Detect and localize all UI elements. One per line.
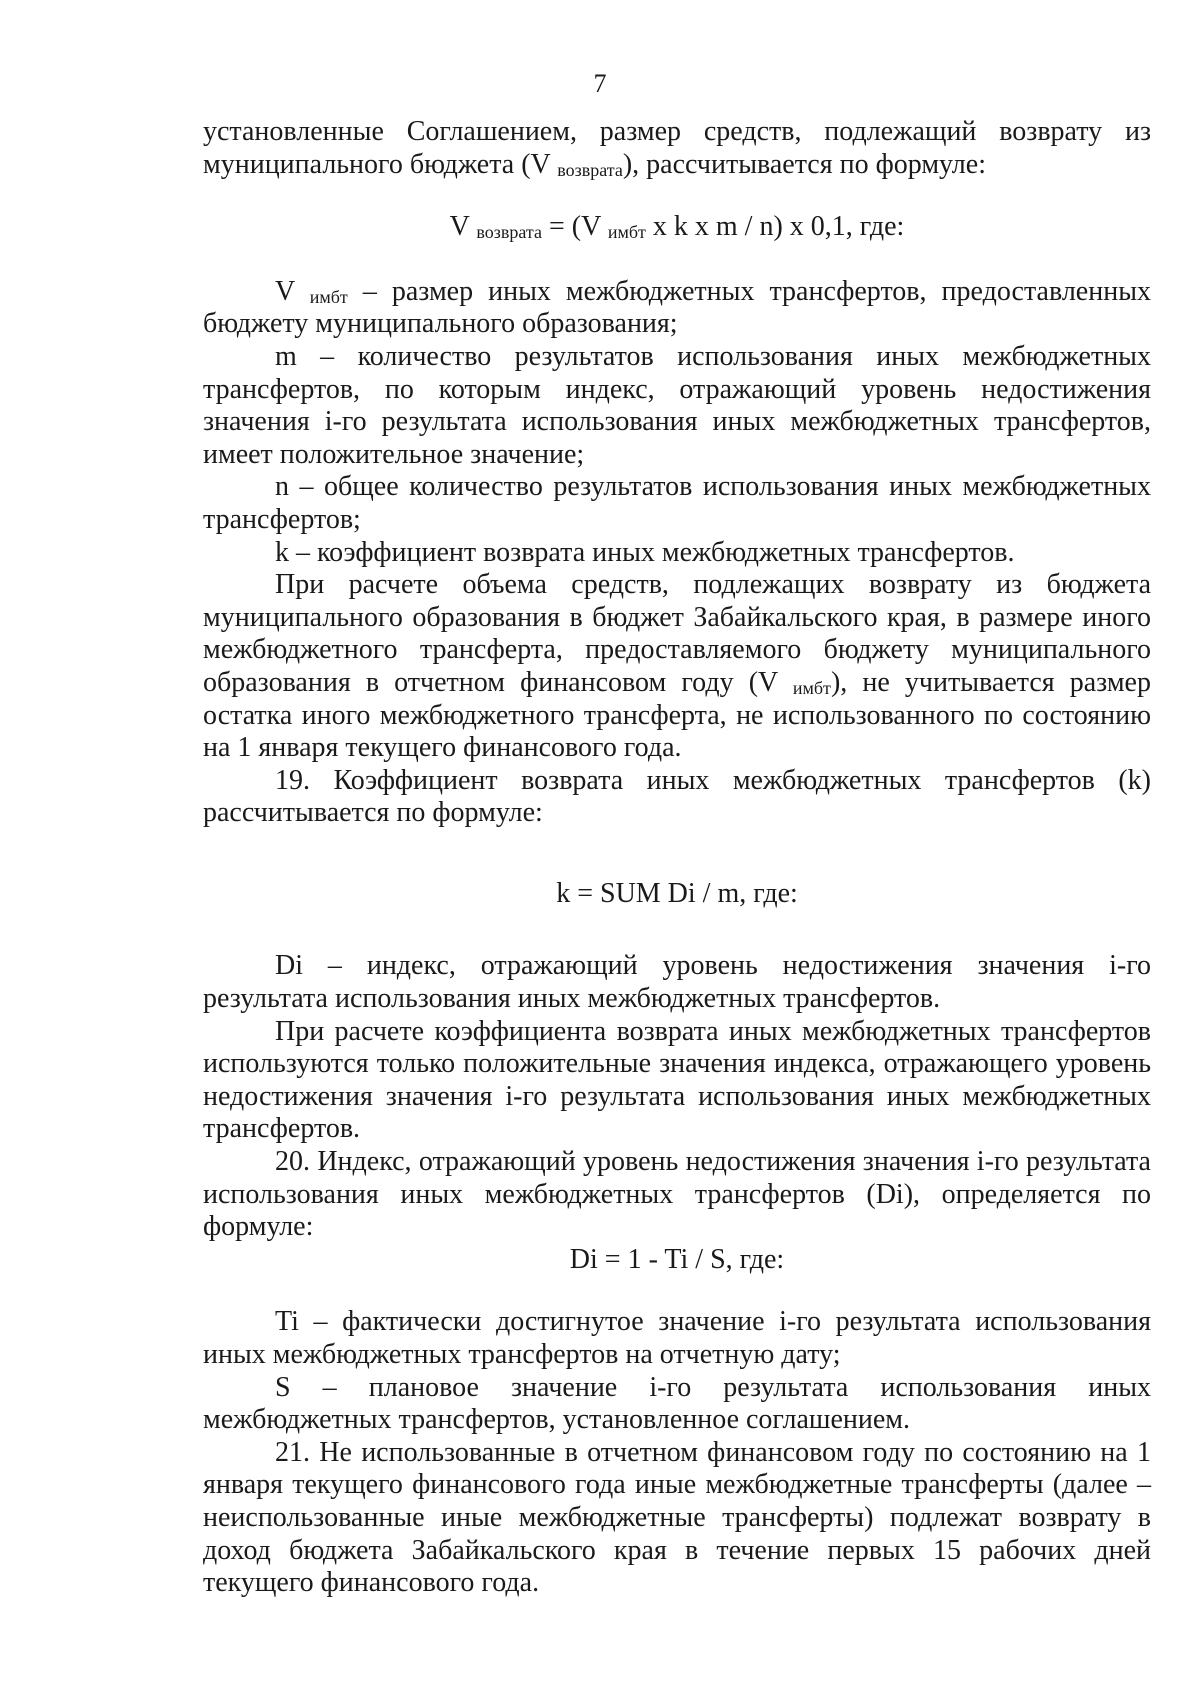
paragraph-calc-k-note: При расчете коэффициента возврата иных межбюджетных трансфертов используются только положительные значения индекса, отражающего уровень недостижения значения i-го результата использования иных межбюджетных трансфертов. xyxy=(203,1015,1151,1145)
spacer xyxy=(203,1276,1151,1306)
document-body xyxy=(203,116,1151,1600)
intro-tail: ), рассчитывается по формуле: xyxy=(622,148,986,180)
formula-part: V xyxy=(449,211,477,243)
definition-m: m – количество результатов использования иных межбюджетных трансфертов, по которым индекс, отражающий уровень недостижения значения i-го результата использования иных межбюджетных трансфертов, имеет положительное значение; xyxy=(203,340,1151,470)
paragraph-calc-note xyxy=(203,569,1151,765)
spacer xyxy=(203,181,1151,211)
paragraph-item-19: 19. Коэффициент возврата иных межбюджетных трансфертов (k) рассчитывается по формуле: xyxy=(203,764,1151,829)
subscript: имбт xyxy=(792,677,831,698)
subscript: возврата xyxy=(557,159,623,180)
subscript: возврата xyxy=(476,222,542,243)
spacer xyxy=(203,830,1151,878)
definition-tail: – размер иных межбюджетных трансфертов, предоставленных бюджету муниципального образования; xyxy=(203,275,1152,340)
spacer xyxy=(203,244,1151,276)
calc-note-head: При расчете объема средств, подлежащих возврату из бюджета муниципального образования в бюджет Забайкальского края, в размере иного межбюджетного трансферта, предоставляемого бюджету муниципального образования в отчетном финансовом году (V xyxy=(203,569,1151,698)
calc-note-tail: ), не учитывается размер остатка иного межбюджетного трансферта, не использованного по состоянию на 1 января текущего финансового года. xyxy=(203,666,1151,764)
definition-v-imbt xyxy=(203,276,1151,341)
definition-di: Di – индекс, отражающий уровень недостижения значения i-го результата использования иных межбюджетных трансфертов. xyxy=(203,950,1151,1015)
intro-text: установленные Соглашением, размер средств, подлежащий возврату из муниципального бюджета (V xyxy=(203,116,1151,180)
subscript: имбт xyxy=(607,222,646,243)
formula-return-volume xyxy=(203,211,1151,244)
paragraph-intro xyxy=(203,116,1151,181)
page-number: 7 xyxy=(593,69,607,98)
subscript: имбт xyxy=(309,286,348,307)
formula-part: x k x m / n) x 0,1, где: xyxy=(645,211,905,243)
definition-head: V xyxy=(275,275,310,307)
formula-part: = (V xyxy=(541,211,608,243)
paragraph-item-21: 21. Не использованные в отчетном финансовом году по состоянию на 1 января текущего финансового года иные межбюджетные трансферты (далее – неиспользованные иные межбюджетные трансферты) подлежат возврату в доход бюджета Забайкальского края в течение первых 15 рабочих дней текущего финансового года. xyxy=(203,1436,1151,1599)
definition-s: S – плановое значение i-го результата использования иных межбюджетных трансфертов, установленное соглашением. xyxy=(203,1371,1151,1436)
definition-k: k – коэффициент возврата иных межбюджетных трансфертов. xyxy=(275,536,1015,568)
formula-k: k = SUM Di / m, где: xyxy=(556,877,798,909)
definition-n: n – общее количество результатов использования иных межбюджетных трансфертов; xyxy=(203,471,1151,535)
formula-di: Di = 1 - Ti / S, где: xyxy=(569,1243,785,1275)
spacer xyxy=(203,910,1151,950)
paragraph-item-20: 20. Индекс, отражающий уровень недостижения значения i-го результата использования иных межбюджетных трансфертов (Di), определяется по формуле: xyxy=(203,1146,1151,1243)
definition-ti: Ti – фактически достигнутое значение i-го результата использования иных межбюджетных трансфертов на отчетную дату; xyxy=(203,1306,1151,1370)
